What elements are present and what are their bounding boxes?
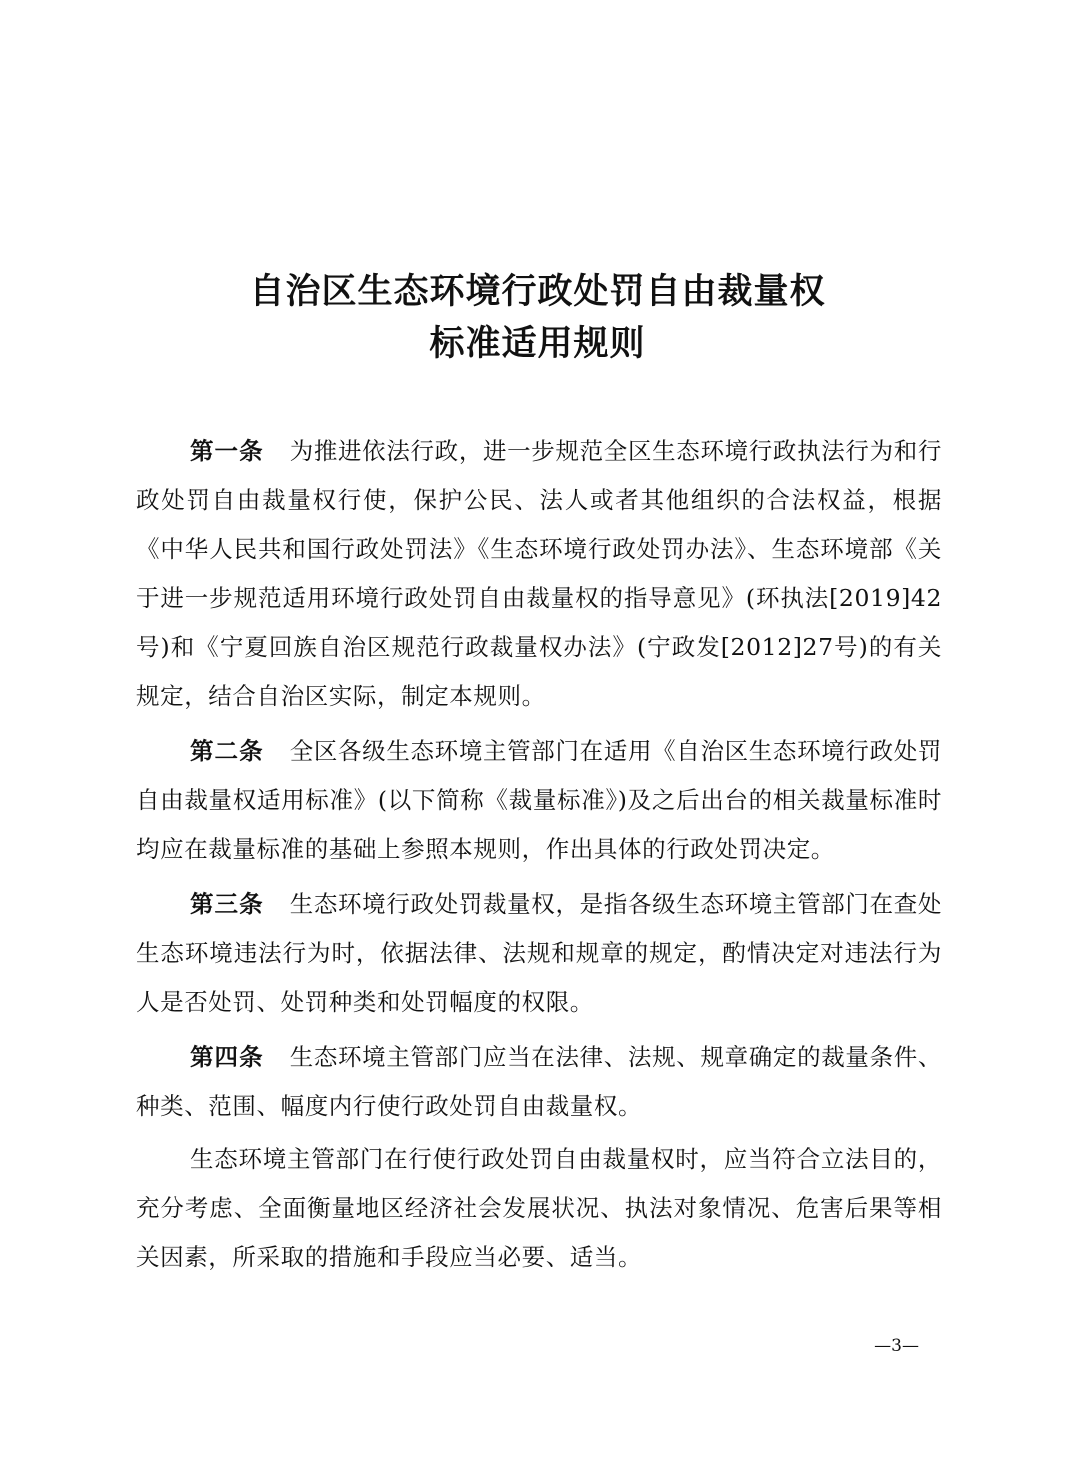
article-label-3: 第三条 xyxy=(190,890,264,918)
article-text-3: 生态环境行政处罚裁量权，是指各级生态环境主管部门在查处生态环境违法行为时，依据法律、法规和规章的规定，酌情决定对违法行为人是否处罚、处罚种类和处罚幅度的权限。 xyxy=(136,890,942,1016)
document-title-line-1: 自治区生态环境行政处罚自由裁量权 xyxy=(249,272,826,312)
article-text-5: 生态环境主管部门在行使行政处罚自由裁量权时，应当符合立法目的，充分考虑、全面衡量地区经济社会发展状况、执法对象情况、危害后果等相关因素，所采取的措施和手段应当必要、适当。 xyxy=(136,1145,942,1271)
article-paragraph-4 xyxy=(136,1033,942,1131)
article-text-1: 为推进依法行政，进一步规范全区生态环境行政执法行为和行政处罚自由裁量权行使，保护公民、法人或者其他组织的合法权益，根据《中华人民共和国行政处罚法》《生态环境行政处罚办法》、生态环境部《关于进一步规范适用环境行政处罚自由裁量权的指导意见》(环执法[2019]42号)和《宁夏回族自治区规范行政裁量权办法》(宁政发[2012]27号)的有关规定，结合自治区实际，制定本规则。 xyxy=(136,437,942,710)
article-text-4: 生态环境主管部门应当在法律、法规、规章确定的裁量条件、种类、范围、幅度内行使行政处罚自由裁量权。 xyxy=(136,1043,942,1120)
article-label-1: 第一条 xyxy=(190,437,264,465)
article-paragraph-1 xyxy=(136,427,942,721)
article-paragraph-2 xyxy=(136,727,942,874)
article-paragraph-5 xyxy=(136,1135,942,1282)
article-label-2: 第二条 xyxy=(190,737,264,765)
article-paragraph-3 xyxy=(136,880,942,1027)
article-text-2: 全区各级生态环境主管部门在适用《自治区生态环境行政处罚自由裁量权适用标准》(以下简称《裁量标准》)及之后出台的相关裁量标准时均应在裁量标准的基础上参照本规则，作出具体的行政处罚决定。 xyxy=(136,737,942,863)
document-body xyxy=(136,427,942,1282)
page-number: —3— xyxy=(874,1336,919,1356)
article-label-4: 第四条 xyxy=(190,1043,264,1071)
document-title-line-2: 标准适用规则 xyxy=(429,324,646,364)
